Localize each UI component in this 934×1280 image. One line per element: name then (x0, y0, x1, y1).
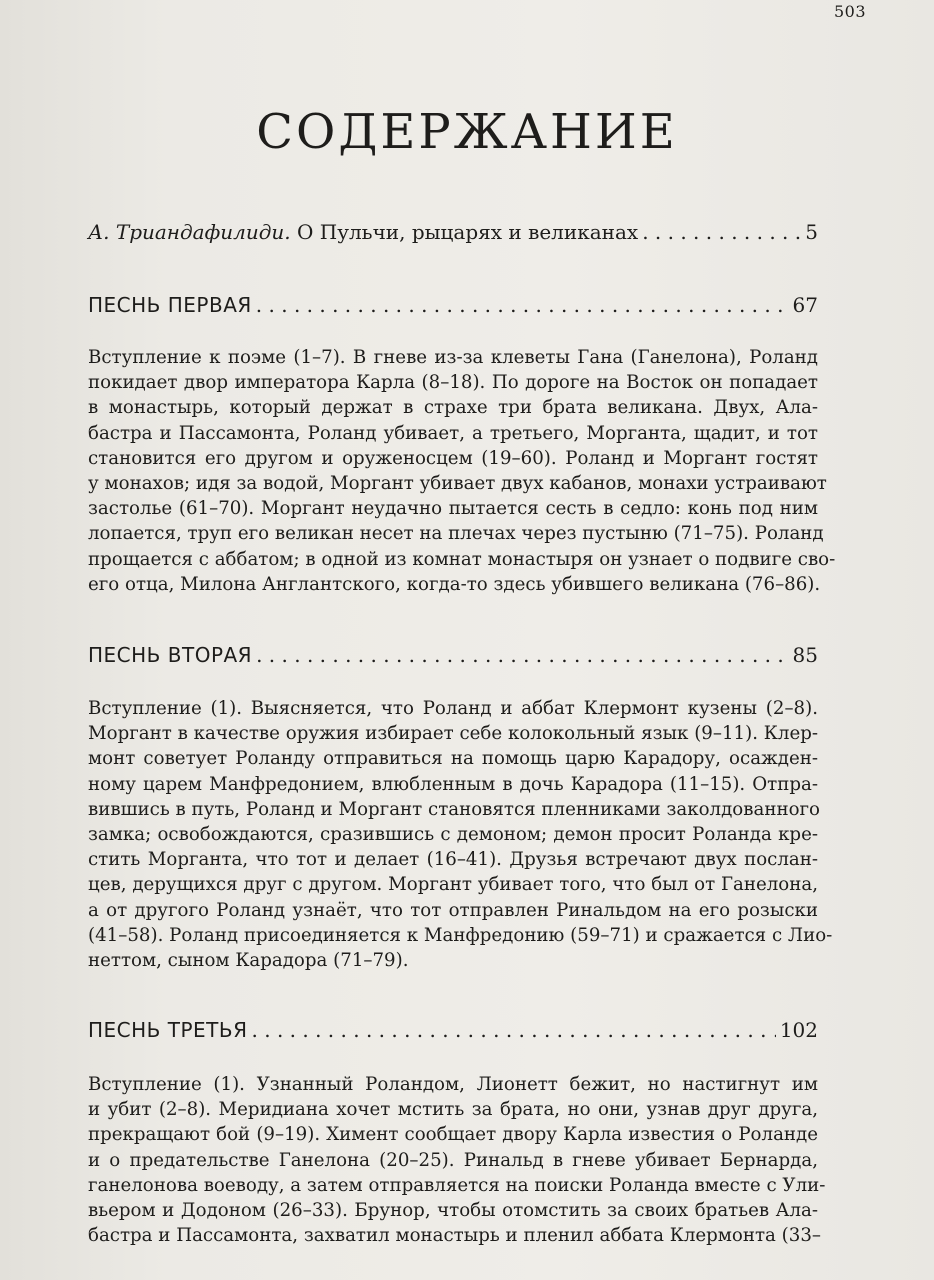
summary-line: в монастырь, который держат в страхе три брата великана. Двух, Ала- (88, 397, 818, 419)
page-number: 503 (833, 2, 866, 21)
summary-line: бастра и Пассамонта, Роланд убивает, а третьего, Морганта, щадит, и тот (88, 422, 818, 444)
dot-leader (252, 1015, 776, 1045)
summary-line: а от другого Роланд узнаёт, что тот отправлен Ринальдом на его розыски (88, 899, 818, 921)
toc-entry-title: О Пульчи, рыцарях и великанах (297, 220, 639, 244)
toc-entry-canto-3[interactable] (88, 1015, 818, 1045)
dot-leader (642, 217, 801, 247)
summary-line: и убит (2–8). Меридиана хочет мстить за брата, но они, узнав друг друга, (88, 1099, 818, 1121)
summary-line: стить Морганта, что тот и делает (16–41). Друзья встречают двух послан- (88, 849, 818, 871)
toc-entry-page: 5 (805, 220, 818, 244)
dot-leader (256, 290, 789, 320)
toc-entry-canto-2[interactable] (88, 640, 818, 670)
toc-entry-page: 67 (792, 293, 818, 317)
summary-line: прощается с аббатом; в одной из комнат монастыря он узнает о подвиге сво- (88, 548, 836, 570)
canto-heading: ПЕСНЬ ТРЕТЬЯ (88, 1018, 248, 1042)
summary-line: Вступление (1). Выясняется, что Роланд и аббат Клермонт кузены (2–8). (88, 698, 818, 719)
summary-line: лопается, труп его великан несет на плечах через пустыню (71–75). Роланд (88, 523, 824, 545)
toc-entry-canto-1[interactable] (88, 290, 818, 320)
summary-line: неттом, сыном Карадора (71–79). (88, 950, 409, 972)
canto-heading: ПЕСНЬ ВТОРАЯ (88, 643, 253, 667)
toc-entry-label (88, 217, 638, 247)
summary-line: прекращают бой (9–19). Химент сообщает двору Карла известия о Роланде (88, 1124, 818, 1146)
canto-summary-3 (88, 1072, 826, 1248)
canto-summary-1 (88, 345, 836, 597)
toc-entry-intro[interactable] (88, 217, 818, 247)
toc-entry-author: А. Триандафилиди. (88, 220, 291, 244)
summary-line: монт советует Роланду отправиться на помощь царю Карадору, осажден- (88, 748, 818, 770)
canto-summary-2 (88, 696, 833, 973)
toc-entry-page: 102 (779, 1018, 818, 1042)
summary-line: цев, дерущихся друг с другом. Моргант убивает того, что был от Ганелона, (88, 874, 818, 896)
dot-leader (256, 640, 788, 670)
summary-line: и о предательстве Ганелона (20–25). Ринальд в гневе убивает Бернарда, (88, 1149, 818, 1171)
summary-line: застолье (61–70). Моргант неудачно пытается сесть в седло: конь под ним (88, 498, 818, 520)
summary-line: его отца, Милона Англантского, когда-то здесь убившего великана (76–86). (88, 573, 821, 595)
summary-line: становится его другом и оруженосцем (19–60). Роланд и Моргант гостят (88, 447, 818, 469)
summary-line: (41–58). Роланд присоединяется к Манфредонию (59–71) и сражается с Лио- (88, 924, 833, 946)
summary-line: замка; освобождаются, сразившись с демоном; демон просит Роланда кре- (88, 824, 818, 846)
summary-line: Вступление (1). Узнанный Роландом, Лионетт бежит, но настигнут им (88, 1074, 818, 1095)
summary-line: Вступление к поэме (1–7). В гневе из-за клеветы Гана (Ганелона), Роланд (88, 347, 818, 368)
page-title: СОДЕРЖАНИЕ (256, 104, 678, 161)
summary-line: ганелонова воеводу, а затем отправляется на поиски Роланда вместе с Ули- (88, 1174, 826, 1196)
summary-line: бастра и Пассамонта, захватил монастырь и пленил аббата Клермонта (33– (88, 1225, 822, 1247)
toc-entry-page: 85 (792, 643, 818, 667)
summary-line: ному царем Манфредонием, влюбленным в дочь Карадора (11–15). Отпра- (88, 773, 818, 795)
summary-line: покидает двор императора Карла (8–18). По дороге на Восток он попадает (88, 372, 818, 394)
summary-line: вьером и Додоном (26–33). Брунор, чтобы отомстить за своих братьев Ала- (88, 1200, 818, 1222)
canto-heading: ПЕСНЬ ПЕРВАЯ (88, 293, 252, 317)
summary-line: Моргант в качестве оружия избирает себе колокольный язык (9–11). Клер- (88, 723, 818, 745)
summary-line: вившись в путь, Роланд и Моргант становятся пленниками заколдованного (88, 798, 820, 820)
summary-line: у монахов; идя за водой, Моргант убивает двух кабанов, монахи устраивают (88, 473, 827, 495)
